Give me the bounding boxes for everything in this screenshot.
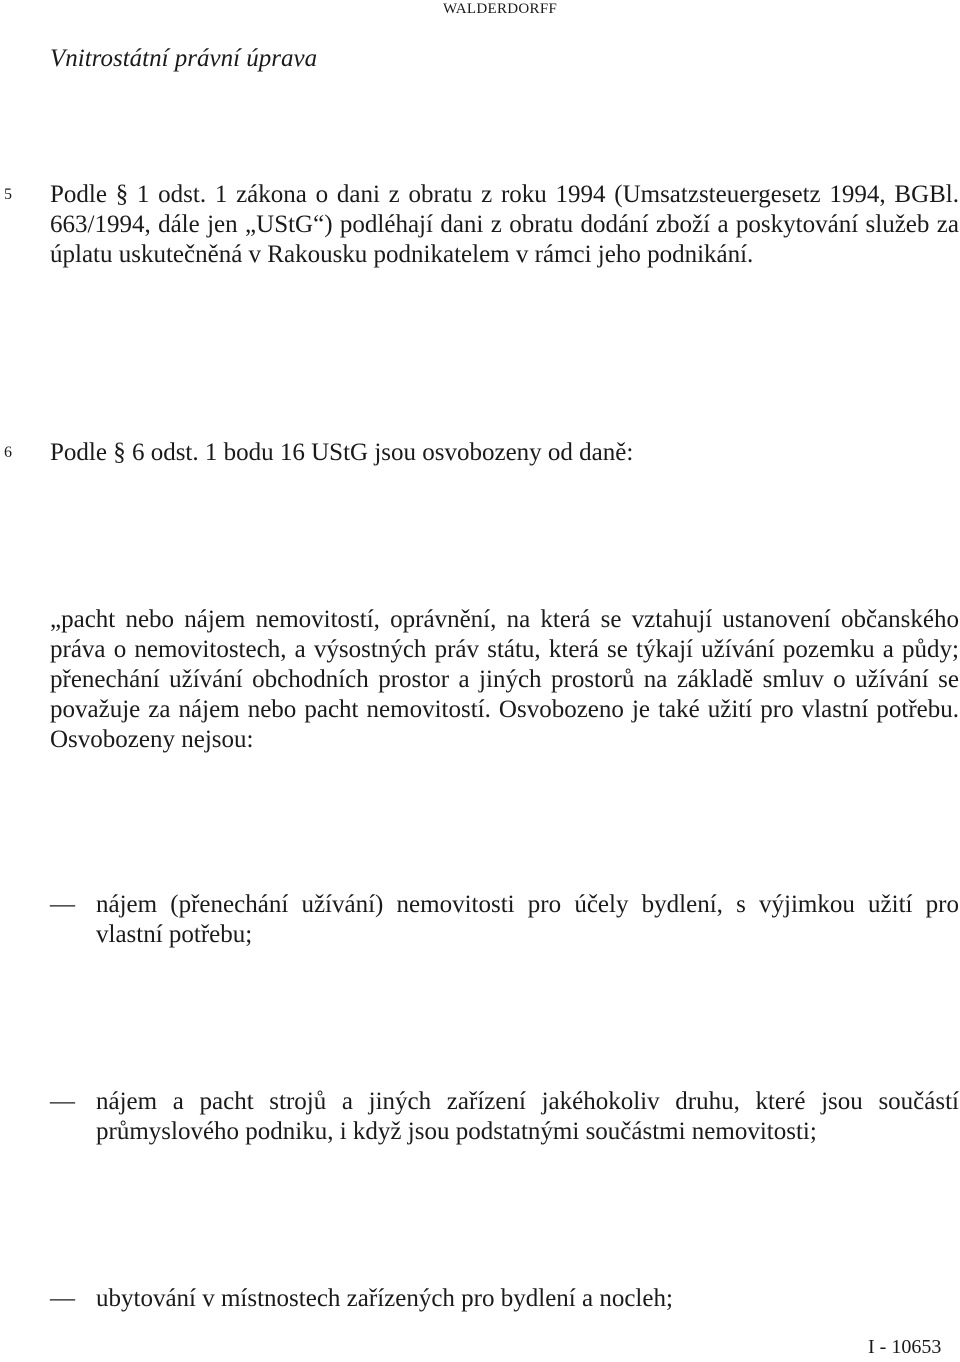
list-item-text: nájem a pacht strojů a jiných zařízení jakéhokoliv druhu, které jsou součástí průmyslového podniku, i když jsou podstatnými součástmi nemovitosti;: [96, 1088, 959, 1145]
paragraph-number-5: 5: [4, 186, 12, 203]
paragraph-6-text: Podle § 6 odst. 1 bodu 16 UStG jsou osvobozeny od daně:: [50, 439, 634, 466]
paragraph-number-6: 6: [4, 444, 12, 461]
running-header-name: WALDERDORFF: [443, 1, 558, 17]
dash-bullet: —: [50, 1285, 75, 1312]
list-item-text: nájem (přenechání užívání) nemovitosti pro účely bydlení, s výjimkou užití pro vlastní potřebu;: [96, 891, 959, 948]
dash-bullet: —: [50, 1088, 75, 1115]
quoted-statute-text: „pacht nebo nájem nemovitostí, oprávnění, na která se vztahují ustanovení občanského práva o nemovitostech, a výsostných práv státu, která se týkají užívání pozemku a půdy; přenechání užívání obchodních prostor a jiných prostorů na základě smluv o užívání se považuje za nájem nebo pacht nemovitostí. Osvobozeno je také užití pro vlastní potřebu. Osvobozeny nejsou:: [50, 606, 959, 753]
paragraph-5-text: Podle § 1 odst. 1 zákona o dani z obratu z roku 1994 (Umsatzsteuergesetz 1994, BGBl. 663/1994, dále jen „UStG“) podléhají dani z obratu dodání zboží a poskytování služeb za úplatu uskutečněná v Rakousku podnikatelem v rámci jeho podnikání.: [50, 181, 959, 268]
section-title: Vnitrostátní právní úprava: [50, 45, 318, 72]
dash-bullet: —: [50, 891, 75, 918]
list-item-text: ubytování v místnostech zařízených pro bydlení a nocleh;: [96, 1285, 673, 1312]
page-reference: I - 10653: [868, 1336, 942, 1358]
